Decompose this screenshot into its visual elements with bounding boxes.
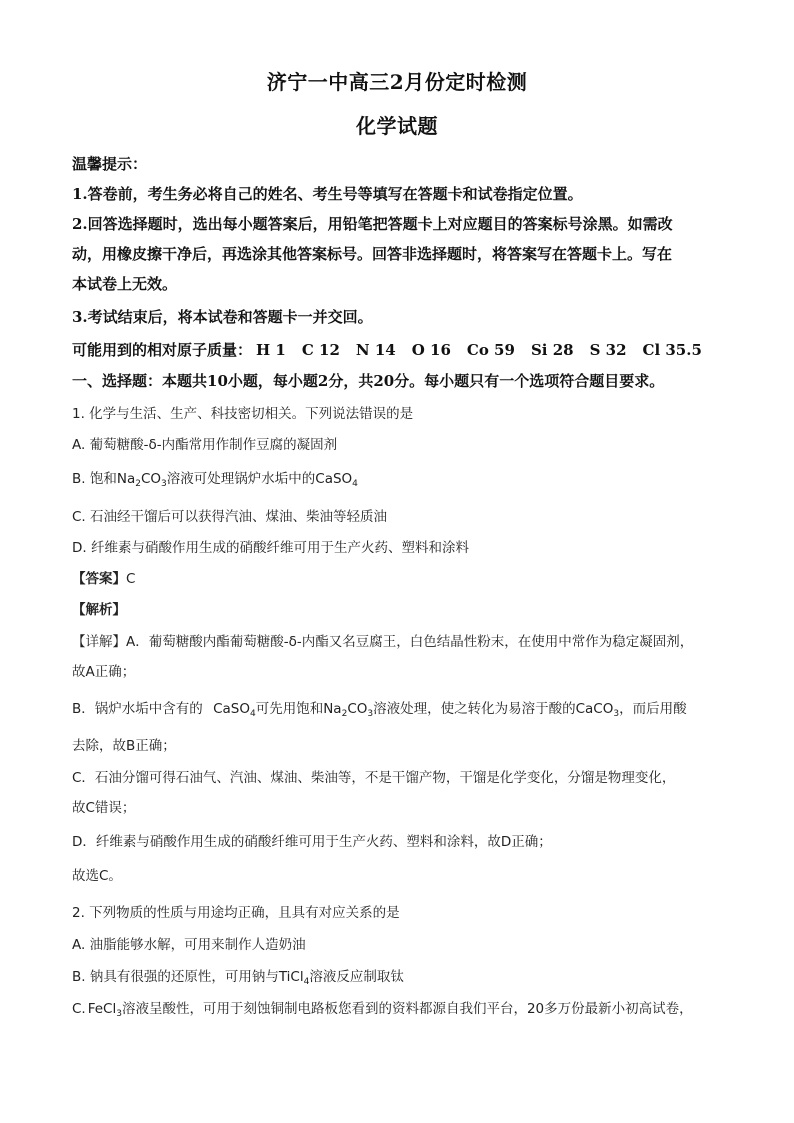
notice-line-3: 3.考试结束后，将本试卷和答题卡一并交回。 (72, 308, 373, 326)
question-2-option-a: A. 油脂能够水解，可用来制作人造奶油 (72, 937, 306, 953)
detail-c-line: C．石油分馏可得石油气、汽油、煤油、柴油等，不是干馏产物，干馏是化学变化，分馏是物理变化， (72, 770, 676, 786)
atomic-mass-item: Si 28 (530, 341, 574, 359)
answer-label: 【答案】 (72, 571, 126, 587)
atomic-mass-line (72, 339, 732, 360)
answer-line (72, 567, 732, 587)
atomic-mass-item: Cl 35.5 (642, 341, 702, 359)
section-heading: 一、选择题：本题共10小题，每小题2分，共20分。每小题只有一个选项符合题目要求。 (72, 372, 665, 390)
detail-a-line: 【详解】A．葡萄糖酸内酯葡萄糖酸-δ-内酯又名豆腐王，白色结晶性粉末，在使用中常作为稳定凝固剂， (72, 634, 694, 650)
detail-d-line: D．纤维素与硝酸作用生成的硝酸纤维可用于生产火药、塑料和涂料，故D正确； (72, 834, 552, 850)
atomic-mass-item: S 32 (589, 341, 627, 359)
question-1-option-b: B. 饱和$Na_2CO_3$溶液可处理锅炉水垢中的CaSO$_4$ (72, 471, 358, 489)
question-1-stem: 1. 化学与生活、生产、科技密切相关。下列说法错误的是 (72, 406, 414, 422)
formula-na2co3: $Na_2CO_3$ (116, 471, 167, 489)
answer-value: C (126, 571, 136, 587)
notice-line-2b: 动，用橡皮擦干净后，再选涂其他答案标号。回答非选择题时，将答案写在答题卡上。写在 (72, 245, 673, 263)
question-1-option-a: A. 葡萄糖酸-δ-内酯常用作制作豆腐的凝固剂 (72, 437, 338, 453)
question-2-stem: 2. 下列物质的性质与用途均正确，且具有对应关系的是 (72, 905, 400, 921)
formula-ticl4: TiCl$_4$ (278, 969, 310, 987)
document-subtitle: 化学试题 (356, 114, 438, 138)
notice-heading: 温馨提示： (72, 155, 148, 173)
analysis-label: 【解析】 (72, 602, 126, 618)
atomic-mass-item: N 14 (355, 341, 396, 359)
question-1-option-d: D. 纤维素与硝酸作用生成的硝酸纤维可用于生产火药、塑料和涂料 (72, 540, 469, 556)
detail-c-line-2: 故C错误； (72, 800, 136, 816)
atomic-mass-item: Co 59 (466, 341, 515, 359)
atomic-mass-item: O 16 (411, 341, 451, 359)
detail-b-line: B．锅炉水垢中含有的 CaSO$_4$可先用饱和$Na_2CO_3$溶液处理，使之转化为易溶于酸的CaCO$_3$，而后用酸 (72, 701, 687, 719)
atomic-mass-item: C 12 (301, 341, 340, 359)
formula-na2co3: $Na_2CO_3$ (323, 701, 374, 719)
notice-line-2c: 本试卷上无效。 (72, 275, 178, 293)
formula-caso4: CaSO$_4$ (315, 471, 358, 489)
formula-caso4: CaSO$_4$ (213, 701, 256, 719)
atomic-mass-item: H 1 (256, 341, 286, 359)
document-title: 济宁一中高三2月份定时检测 (266, 70, 528, 94)
formula-fecl3: FeCl$_3$ (87, 1001, 122, 1019)
question-2-option-c: C. FeCl$_3$溶液呈酸性，可用于刻蚀铜制电路板您看到的资料都源自我们平台，20多万份最新小初高试卷， (72, 1001, 693, 1019)
atomic-mass-label: 可能用到的相对原子质量： (72, 341, 253, 359)
detail-b-line-2: 去除，故B正确； (72, 738, 176, 754)
conclusion-line: 故选C。 (72, 868, 122, 884)
question-1-option-c: C. 石油经干馏后可以获得汽油、煤油、柴油等轻质油 (72, 509, 388, 525)
notice-line-1: 1.答卷前，考生务必将自己的姓名、考生号等填写在答题卡和试卷指定位置。 (72, 185, 583, 203)
question-2-option-b: B. 钠具有很强的还原性，可用钠与TiCl$_4$溶液反应制取钛 (72, 969, 404, 987)
formula-caco3: CaCO$_3$ (575, 701, 620, 719)
notice-line-2a: 2.回答选择题时，选出每小题答案后，用铅笔把答题卡上对应题目的答案标号涂黑。如需改 (72, 215, 673, 233)
detail-a-line-2: 故A正确； (72, 664, 136, 680)
